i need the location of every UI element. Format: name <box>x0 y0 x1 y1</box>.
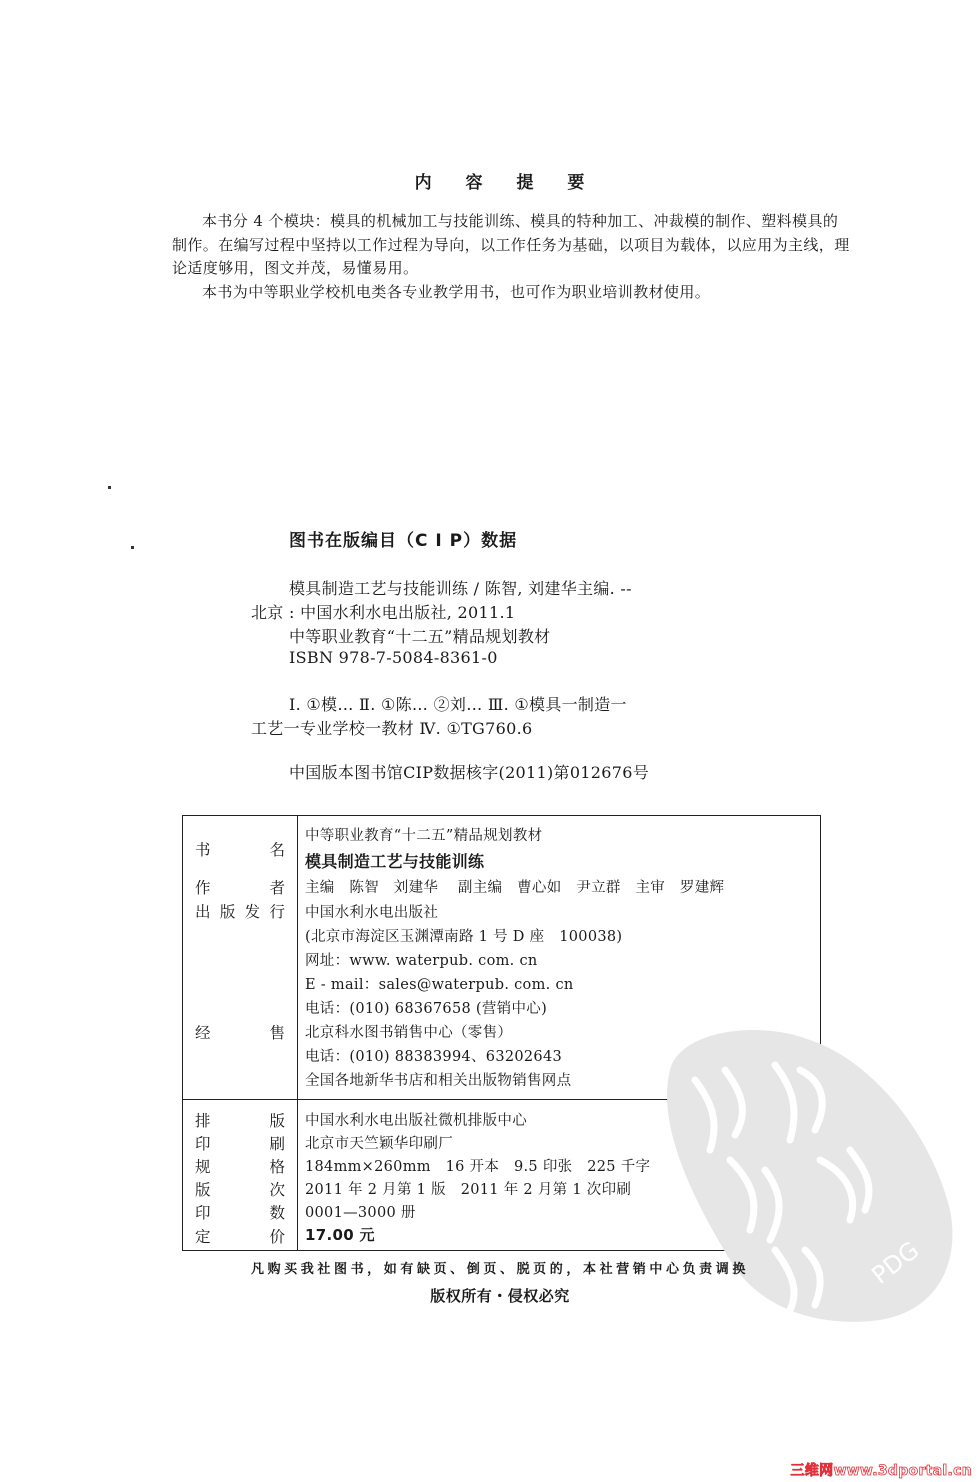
cip-line: 北京 : 中国水利水电出版社, 2011.1 <box>251 603 516 622</box>
scan-speck <box>131 546 134 549</box>
label-printing: 印 刷 <box>195 1135 285 1153</box>
summary-paragraph: 本书分 4 个模块：模具的机械加工与技能训练、模具的特种加工、冲裁模的制作、塑料模具的制作。在编写过程中坚持以工作过程为导向，以工作任务为基础，以项目为载体，以应用为主线，理论适度够用，图文并茂，易懂易用。 <box>172 212 850 277</box>
svg-text:PDG: PDG <box>866 1235 925 1290</box>
label-print-run: 印 数 <box>195 1204 285 1222</box>
value-printer: 北京市天竺颖华印刷厂 <box>305 1136 453 1152</box>
label-price: 定 价 <box>195 1228 285 1246</box>
value-series: 中等职业教育“十二五”精品规划教材 <box>305 828 543 844</box>
value-book-title: 模具制造工艺与技能训练 <box>305 852 485 871</box>
value-publisher: 中国水利水电出版社 <box>305 905 439 921</box>
value-email: E - mail：sales@waterpub. com. cn <box>305 977 574 993</box>
cip-line: 中国版本图书馆CIP数据核字(2011)第012676号 <box>289 763 650 782</box>
summary-paragraph: 本书为中等职业学校机电类各专业教学用书，也可作为职业培训教材使用。 <box>202 283 711 301</box>
value-phone-marketing: 电话：(010) 68367658 (营销中心) <box>305 1001 548 1017</box>
label-format: 规 格 <box>195 1158 285 1176</box>
cip-line: 模具制造工艺与技能训练 / 陈智, 刘建华主编. -- <box>289 579 632 598</box>
column-divider <box>297 816 298 1250</box>
cip-line: 工艺一专业学校一教材 Ⅳ. ①TG760.6 <box>251 719 533 738</box>
cip-title: 图书在版编目（C I P）数据 <box>289 531 518 551</box>
label-edition: 版 次 <box>195 1181 285 1199</box>
seal-icon <box>640 1010 970 1330</box>
value-address: (北京市海淀区玉渊潭南路 1 号 D 座 100038) <box>305 929 623 945</box>
pdg-watermark <box>640 1010 970 1330</box>
site-watermark: 三维网www.3dportal.cn <box>790 1463 972 1479</box>
value-authors: 主编 陈智 刘建华 副主编 曹心如 尹立群 主审 罗建辉 <box>305 880 725 896</box>
label-typesetting: 排 版 <box>195 1112 285 1130</box>
value-retail: 北京科水图书销售中心（零售） <box>305 1025 513 1041</box>
label-author: 作 者 <box>195 879 285 897</box>
value-website: 网址：www. waterpub. com. cn <box>305 953 538 969</box>
value-price: 17.00 元 <box>305 1226 375 1244</box>
value-format: 184mm×260mm 16 开本 9.5 印张 225 千字 <box>305 1159 651 1175</box>
cip-line: Ⅰ. ①模… Ⅱ. ①陈… ②刘… Ⅲ. ①模具一制造一 <box>289 695 627 714</box>
value-phone-retail: 电话：(010) 88383994、63202643 <box>305 1049 563 1065</box>
label-title: 书 名 <box>195 841 285 859</box>
summary-title: 内 容 提 要 <box>414 173 599 193</box>
label-distribution: 经 售 <box>195 1024 285 1042</box>
value-outlets: 全国各地新华书店和相关出版物销售网点 <box>305 1073 572 1089</box>
copyright-notice: 版权所有・侵权必究 <box>430 1287 570 1305</box>
scan-speck <box>108 486 111 489</box>
cip-line: ISBN 978-7-5084-8361-0 <box>289 648 498 667</box>
value-edition: 2011 年 2 月第 1 版 2011 年 2 月第 1 次印刷 <box>305 1182 632 1198</box>
label-publisher: 出 版 发 行 <box>195 903 285 921</box>
value-print-run: 0001—3000 册 <box>305 1205 416 1221</box>
value-typesetting: 中国水利水电出版社微机排版中心 <box>305 1113 527 1129</box>
cip-line: 中等职业教育“十二五”精品规划教材 <box>289 627 551 646</box>
footer-note: 凡购买我社图书，如有缺页、倒页、脱页的，本社营销中心负责调换 <box>250 1262 749 1277</box>
